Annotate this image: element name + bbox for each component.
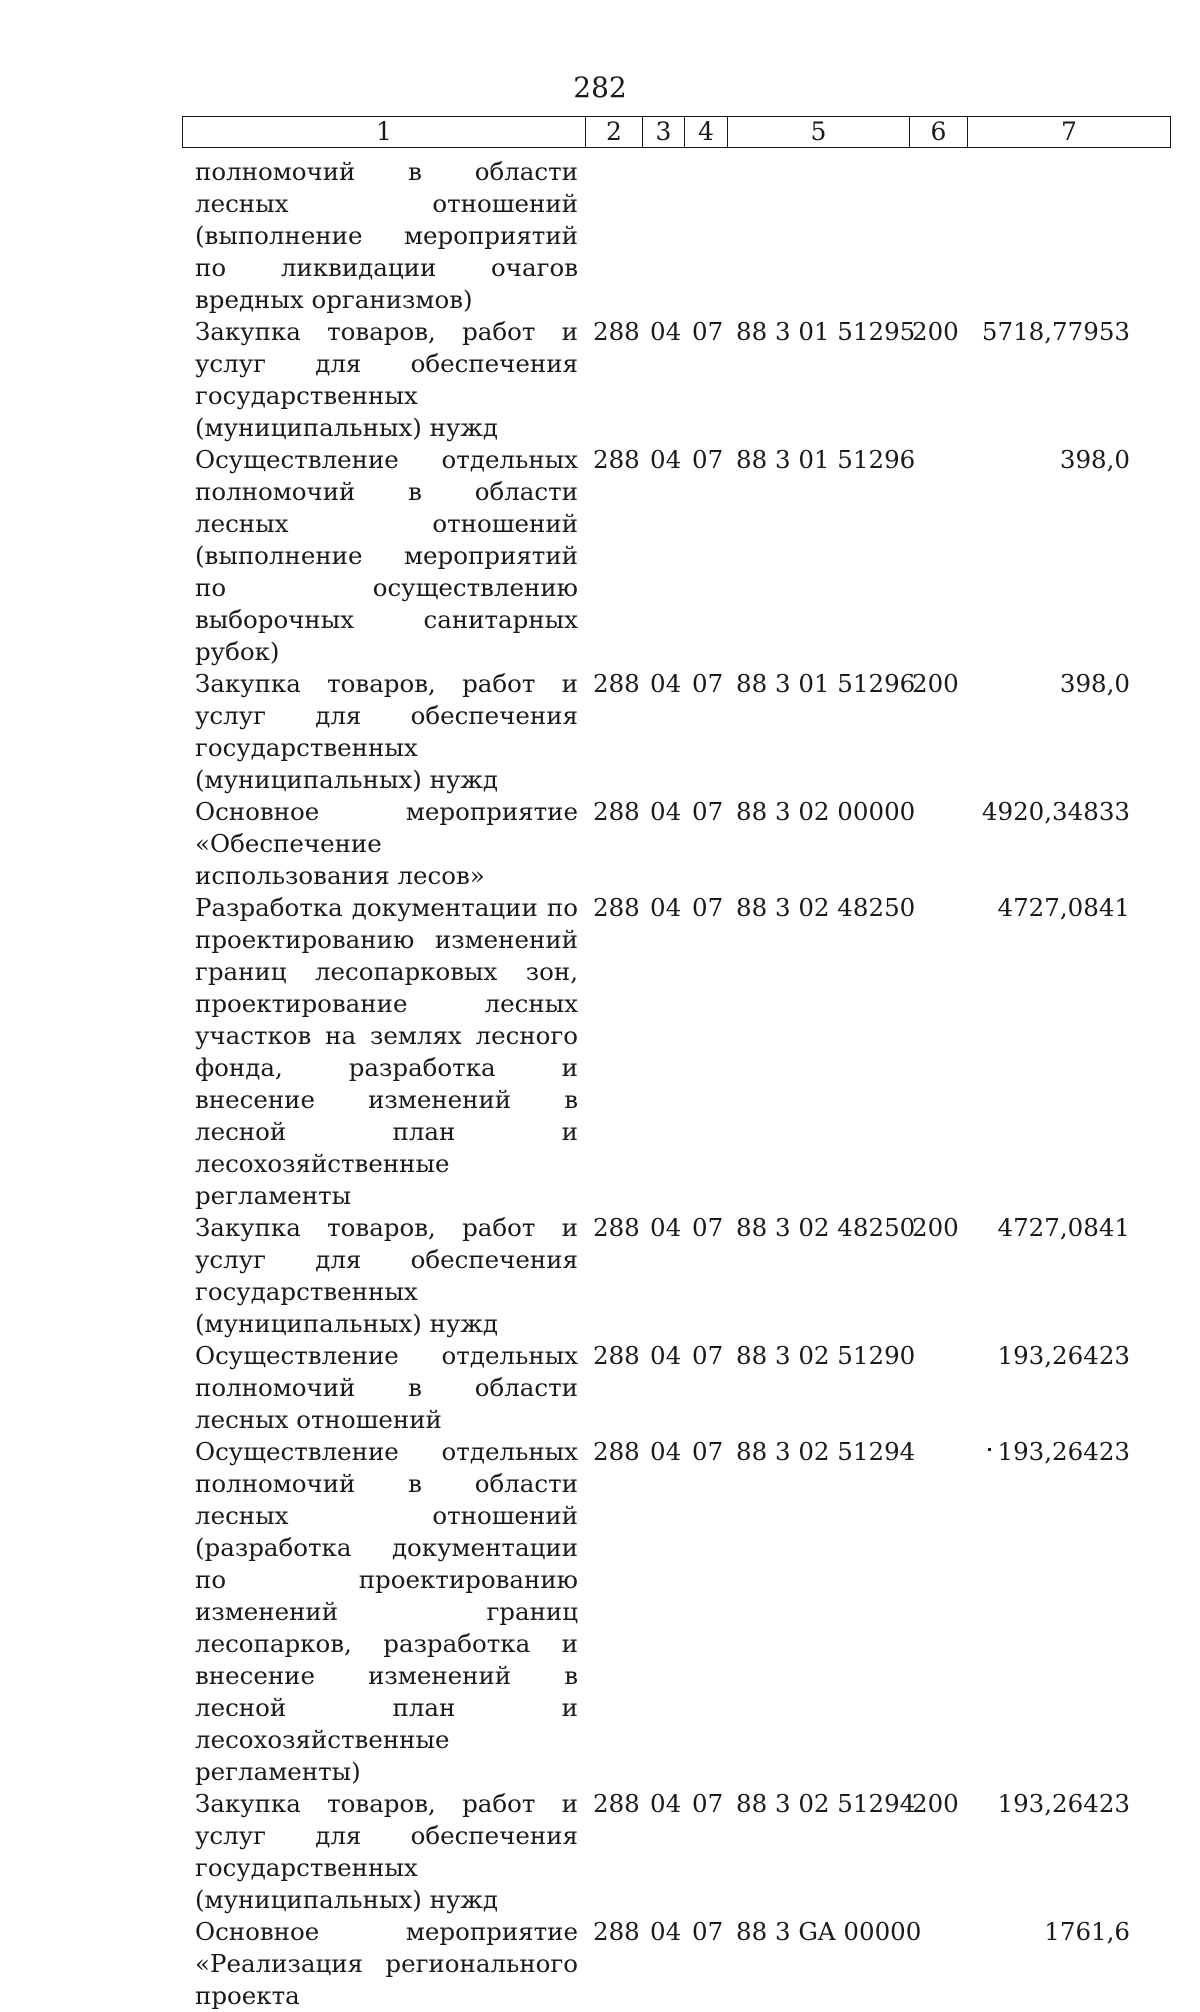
budget-table-body — [0, 156, 1200, 2012]
section-code: 04 — [650, 669, 682, 698]
target-article-code: 88 3 02 51294 — [736, 1789, 916, 1818]
row-description: Закупка товаров, работ и услуг для обеспечения государственных (муниципальных) нужд — [195, 317, 578, 442]
subsection-code: 07 — [692, 1917, 724, 1946]
target-article-code: 88 3 01 51296 — [736, 669, 916, 698]
admin-code: 288 — [593, 669, 640, 698]
table-row — [0, 444, 1200, 668]
row-description: Закупка товаров, работ и услуг для обеспечения государственных (муниципальных) нужд — [195, 669, 578, 794]
row-description: Осуществление отдельных полномочий в области лесных отношений (разработка документации по проектированию изменений границ лесопарков, разработка и внесение изменений в лесной план и лесохозяйственные регламенты) — [195, 1437, 578, 1786]
admin-code: 288 — [593, 893, 640, 922]
section-code: 04 — [650, 1437, 682, 1466]
amount: 193,26423 — [997, 1341, 1130, 1370]
subsection-code: 07 — [692, 893, 724, 922]
target-article-code: 88 3 02 51290 — [736, 1341, 916, 1370]
expense-type-code: 200 — [912, 1213, 959, 1242]
row-description: Закупка товаров, работ и услуг для обеспечения государственных (муниципальных) нужд — [195, 1213, 578, 1338]
target-article-code: 88 3 01 51296 — [736, 445, 916, 474]
expense-type-code: 200 — [912, 317, 959, 346]
amount: 398,0 — [1059, 669, 1130, 698]
section-code: 04 — [650, 1917, 682, 1946]
expense-type-code: 200 — [912, 669, 959, 698]
subsection-code: 07 — [692, 1789, 724, 1818]
subsection-code: 07 — [692, 1437, 724, 1466]
column-header-4: 4 — [685, 117, 728, 148]
row-description: Основное мероприятие «Обеспечение использования лесов» — [195, 797, 578, 890]
admin-code: 288 — [593, 1437, 640, 1466]
admin-code: 288 — [593, 797, 640, 826]
section-code: 04 — [650, 1789, 682, 1818]
admin-code: 288 — [593, 1917, 640, 1946]
subsection-code: 07 — [692, 669, 724, 698]
section-code: 04 — [650, 1341, 682, 1370]
amount: 193,26423 — [997, 1789, 1130, 1818]
amount: 193,26423 — [997, 1437, 1130, 1466]
section-code: 04 — [650, 317, 682, 346]
table-row — [0, 1212, 1200, 1340]
column-header-7: 7 — [968, 117, 1171, 148]
column-header-row — [183, 117, 1171, 148]
amount: 5718,77953 — [981, 317, 1130, 346]
expense-type-code: 200 — [912, 1789, 959, 1818]
admin-code: 288 — [593, 317, 640, 346]
amount: 4920,34833 — [981, 797, 1130, 826]
column-header-5: 5 — [728, 117, 910, 148]
row-description: Разработка документации по проектированию изменений границ лесопарковых зон, проектирование лесных участков на землях лесного фонда, разработка и внесение изменений в лесной план и лесохозяйственные регламенты — [195, 893, 578, 1210]
table-row — [0, 316, 1200, 444]
target-article-code: 88 3 02 48250 — [736, 1213, 916, 1242]
admin-code: 288 — [593, 445, 640, 474]
admin-code: 288 — [593, 1789, 640, 1818]
column-header-2: 2 — [586, 117, 643, 148]
section-code: 04 — [650, 797, 682, 826]
column-header-table — [182, 116, 1171, 148]
row-description: полномочий в области лесных отношений (выполнение мероприятий по ликвидации очагов вредных организмов) — [195, 157, 578, 314]
target-article-code: 88 3 02 48250 — [736, 893, 916, 922]
page-number: 282 — [573, 71, 627, 104]
amount: 4727,0841 — [997, 1213, 1130, 1242]
subsection-code: 07 — [692, 317, 724, 346]
section-code: 04 — [650, 1213, 682, 1242]
amount: 398,0 — [1059, 445, 1130, 474]
column-header-3: 3 — [643, 117, 685, 148]
table-row — [0, 796, 1200, 892]
admin-code: 288 — [593, 1213, 640, 1242]
subsection-code: 07 — [692, 1341, 724, 1370]
admin-code: 288 — [593, 1341, 640, 1370]
table-row — [0, 892, 1200, 1212]
amount: 1761,6 — [1044, 1917, 1130, 1946]
column-header-1: 1 — [183, 117, 586, 148]
subsection-code: 07 — [692, 445, 724, 474]
row-description: Закупка товаров, работ и услуг для обеспечения государственных (муниципальных) нужд — [195, 1789, 578, 1914]
table-row — [0, 1340, 1200, 1436]
section-code: 04 — [650, 445, 682, 474]
subsection-code: 07 — [692, 797, 724, 826]
row-description: Основное мероприятие «Реализация регионального проекта — [195, 1917, 578, 2010]
row-description: Осуществление отдельных полномочий в области лесных отношений (выполнение мероприятий по осуществлению выборочных санитарных рубок) — [195, 445, 578, 666]
table-row — [0, 156, 1200, 316]
table-row — [0, 1436, 1200, 1788]
stray-dot-mark — [988, 1448, 991, 1451]
section-code: 04 — [650, 893, 682, 922]
target-article-code: 88 3 01 51295 — [736, 317, 916, 346]
subsection-code: 07 — [692, 1213, 724, 1242]
amount: 4727,0841 — [997, 893, 1130, 922]
row-description: Осуществление отдельных полномочий в области лесных отношений — [195, 1341, 578, 1434]
table-row — [0, 1916, 1200, 2012]
target-article-code: 88 3 02 51294 — [736, 1437, 916, 1466]
column-header-6: 6 — [910, 117, 968, 148]
target-article-code: 88 3 02 00000 — [736, 797, 916, 826]
target-article-code: 88 3 GA 00000 — [736, 1917, 922, 1946]
table-row — [0, 668, 1200, 796]
table-row — [0, 1788, 1200, 1916]
